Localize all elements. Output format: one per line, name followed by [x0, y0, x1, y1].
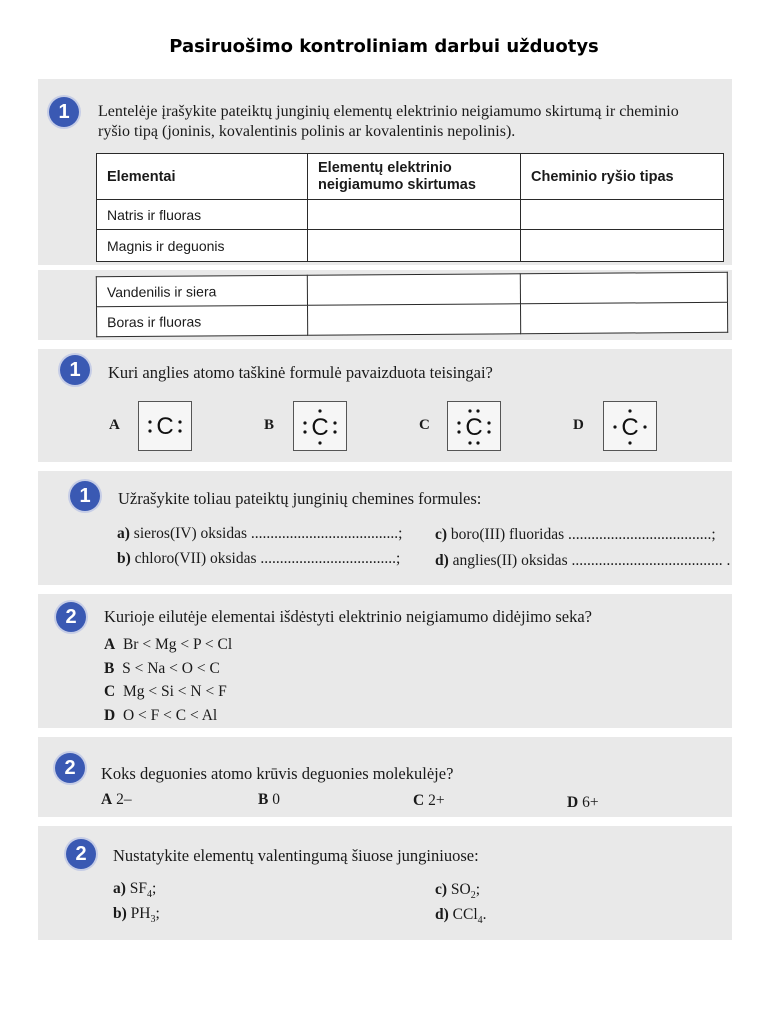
- item-text: anglies(II) oksidas: [452, 552, 568, 569]
- option-b-dot-formula[interactable]: [293, 401, 347, 451]
- task-question: Užrašykite toliau pateiktų junginių chemines formules:: [118, 489, 482, 508]
- table-header: [308, 154, 521, 200]
- item-label: c): [435, 526, 448, 543]
- task-number-badge: 2: [56, 602, 86, 632]
- task-question: Kuri anglies atomo taškinė formulė pavaizduota teisingai?: [108, 363, 493, 382]
- answer-option[interactable]: [101, 791, 132, 809]
- valence-item-d: [435, 906, 487, 926]
- option-text: S < Na < O < C: [122, 660, 220, 677]
- answer-blank[interactable]: ...................................;: [260, 550, 401, 567]
- electron-dot: [148, 429, 151, 432]
- option-letter: B: [104, 660, 115, 677]
- formula: CCl$_4$.: [452, 906, 487, 927]
- carbon-symbol: C: [621, 414, 639, 441]
- task-oxygen-charge-panel: [38, 737, 732, 817]
- option-text: 2–: [116, 791, 132, 808]
- electron-dot: [487, 421, 490, 424]
- dot-formula-b: [294, 402, 346, 450]
- electron-dot: [628, 409, 631, 412]
- option-letter: A: [101, 791, 113, 808]
- table-header: Cheminio ryšio tipas: [521, 154, 724, 200]
- option-letter: D: [104, 707, 116, 724]
- option-text: Br < Mg < P < Cl: [122, 636, 233, 653]
- answer-option[interactable]: [413, 792, 445, 810]
- dot-formula-c: [448, 402, 500, 450]
- dot-formula-d: [604, 402, 656, 450]
- electron-dot: [178, 420, 181, 423]
- task-number-badge: 1: [49, 97, 79, 127]
- task-number-badge: 1: [70, 481, 100, 511]
- task-question: Koks deguonies atomo krūvis deguonies molekulėje?: [101, 764, 454, 783]
- item-text: sieros(IV) oksidas: [133, 525, 248, 542]
- electron-dot: [476, 441, 479, 444]
- option-d-dot-formula[interactable]: [603, 401, 657, 451]
- task-table-panel: [38, 79, 732, 265]
- carbon-symbol: C: [311, 414, 329, 441]
- electron-dot: [303, 421, 306, 424]
- option-letter: C: [413, 792, 425, 809]
- valence-item-a: [113, 880, 156, 900]
- formula: $SF_4$;: [129, 880, 157, 901]
- electron-dot: [333, 421, 336, 424]
- table-cell-blank[interactable]: [520, 272, 727, 303]
- item-text: boro(III) fluoridas: [450, 526, 565, 543]
- option-text: Mg < Si < N < F: [122, 683, 227, 700]
- answer-blank[interactable]: ....................................... .: [571, 552, 731, 569]
- table-header: Elementai: [97, 154, 308, 200]
- header-text: Elementų elektrinio neigiamumo skirtumas: [318, 159, 476, 193]
- task-dot-formula-panel: [38, 349, 732, 462]
- table-cell-element: Boras ir fluoras: [97, 305, 308, 336]
- option-a-dot-formula[interactable]: [138, 401, 192, 451]
- answer-blank[interactable]: .....................................;: [568, 526, 716, 543]
- carbon-symbol: C: [156, 413, 174, 440]
- option-letter: A: [109, 417, 120, 433]
- electron-dot: [148, 420, 151, 423]
- electron-dot: [628, 441, 631, 444]
- formula-item-d: [435, 552, 730, 570]
- table-cell-blank[interactable]: [307, 274, 520, 305]
- task-question: Nustatykite elementų valentingumą šiuose junginiuose:: [113, 846, 479, 865]
- table-cell-element: Natris ir fluoras: [97, 200, 308, 230]
- electronegativity-table-continued: [96, 272, 728, 337]
- task-number-badge: 2: [55, 753, 85, 783]
- answer-option[interactable]: [567, 794, 599, 812]
- table-cell-blank[interactable]: [308, 200, 521, 230]
- table-cell-blank[interactable]: [521, 230, 724, 262]
- electron-dot: [468, 409, 471, 412]
- answer-option[interactable]: [258, 791, 280, 809]
- electronegativity-table: [96, 153, 724, 262]
- option-text: 2+: [428, 792, 445, 809]
- table-cell-element: Vandenilis ir siera: [96, 275, 307, 306]
- carbon-symbol: C: [465, 414, 483, 441]
- valence-item-b: [113, 905, 160, 925]
- electron-dot: [468, 441, 471, 444]
- item-label: a): [117, 525, 130, 542]
- table-cell-blank[interactable]: [308, 230, 521, 262]
- task-instruction-line-1: Lentelėje įrašykite pateiktų junginių elementų elektrinio neigiamumo skirtumą ir cheminio: [98, 103, 679, 120]
- formula-item-a: [117, 525, 402, 543]
- task-valence-panel: [38, 826, 732, 940]
- electron-dot: [476, 409, 479, 412]
- formula: $SO_2$;: [450, 881, 481, 902]
- task-number-badge: 2: [66, 839, 96, 869]
- page-title: Pasiruošimo kontroliniam darbui užduotys: [169, 36, 599, 57]
- table-cell-blank[interactable]: [308, 304, 521, 335]
- formula: $PH_3$;: [130, 905, 160, 926]
- table-cell-blank[interactable]: [521, 200, 724, 230]
- item-label: c): [435, 881, 448, 898]
- electron-dot: [318, 441, 321, 444]
- formula-item-c: [435, 526, 716, 544]
- electron-dot: [303, 430, 306, 433]
- table-cell-blank[interactable]: [520, 302, 727, 333]
- item-label: a): [113, 880, 126, 897]
- item-label: d): [435, 552, 449, 569]
- option-letter: D: [573, 417, 584, 433]
- option-text: 0: [272, 791, 280, 808]
- item-text: chloro(VII) oksidas: [134, 550, 257, 567]
- electron-dot: [457, 430, 460, 433]
- answer-option[interactable]: [104, 660, 220, 678]
- task-electronegativity-order-panel: [38, 594, 732, 728]
- answer-option[interactable]: [104, 683, 227, 701]
- formula-item-b: [117, 550, 400, 568]
- item-label: d): [435, 906, 449, 923]
- electron-dot: [178, 429, 181, 432]
- answer-option[interactable]: [104, 636, 232, 654]
- item-label: b): [117, 550, 131, 567]
- option-letter: B: [264, 417, 275, 433]
- option-letter: C: [419, 417, 430, 433]
- task-table-continuation-panel: [38, 270, 732, 340]
- task-question: Kurioje eilutėje elementai išdėstyti elektrinio neigiamumo didėjimo seka?: [104, 607, 592, 626]
- option-letter: B: [258, 791, 269, 808]
- electron-dot: [613, 425, 616, 428]
- option-letter: A: [104, 636, 116, 653]
- electron-dot: [457, 421, 460, 424]
- answer-blank[interactable]: ......................................;: [250, 525, 403, 542]
- table-cell-element: Magnis ir deguonis: [97, 230, 308, 262]
- answer-option[interactable]: [104, 707, 217, 725]
- electron-dot: [643, 425, 646, 428]
- electron-dot: [333, 430, 336, 433]
- task-number-badge: 1: [60, 355, 90, 385]
- electron-dot: [318, 409, 321, 412]
- option-letter: C: [104, 683, 116, 700]
- option-text: O < F < C < Al: [122, 707, 218, 724]
- item-label: b): [113, 905, 127, 922]
- valence-item-c: [435, 881, 480, 901]
- option-text: 6+: [582, 794, 599, 811]
- task-formulas-panel: [38, 471, 732, 585]
- electron-dot: [487, 430, 490, 433]
- option-c-dot-formula[interactable]: [447, 401, 501, 451]
- option-letter: D: [567, 794, 579, 811]
- dot-formula-a: [139, 402, 191, 450]
- task-instruction-line-2: ryšio tipą (joninis, kovalentinis polinis ar kovalentinis nepolinis).: [98, 123, 516, 140]
